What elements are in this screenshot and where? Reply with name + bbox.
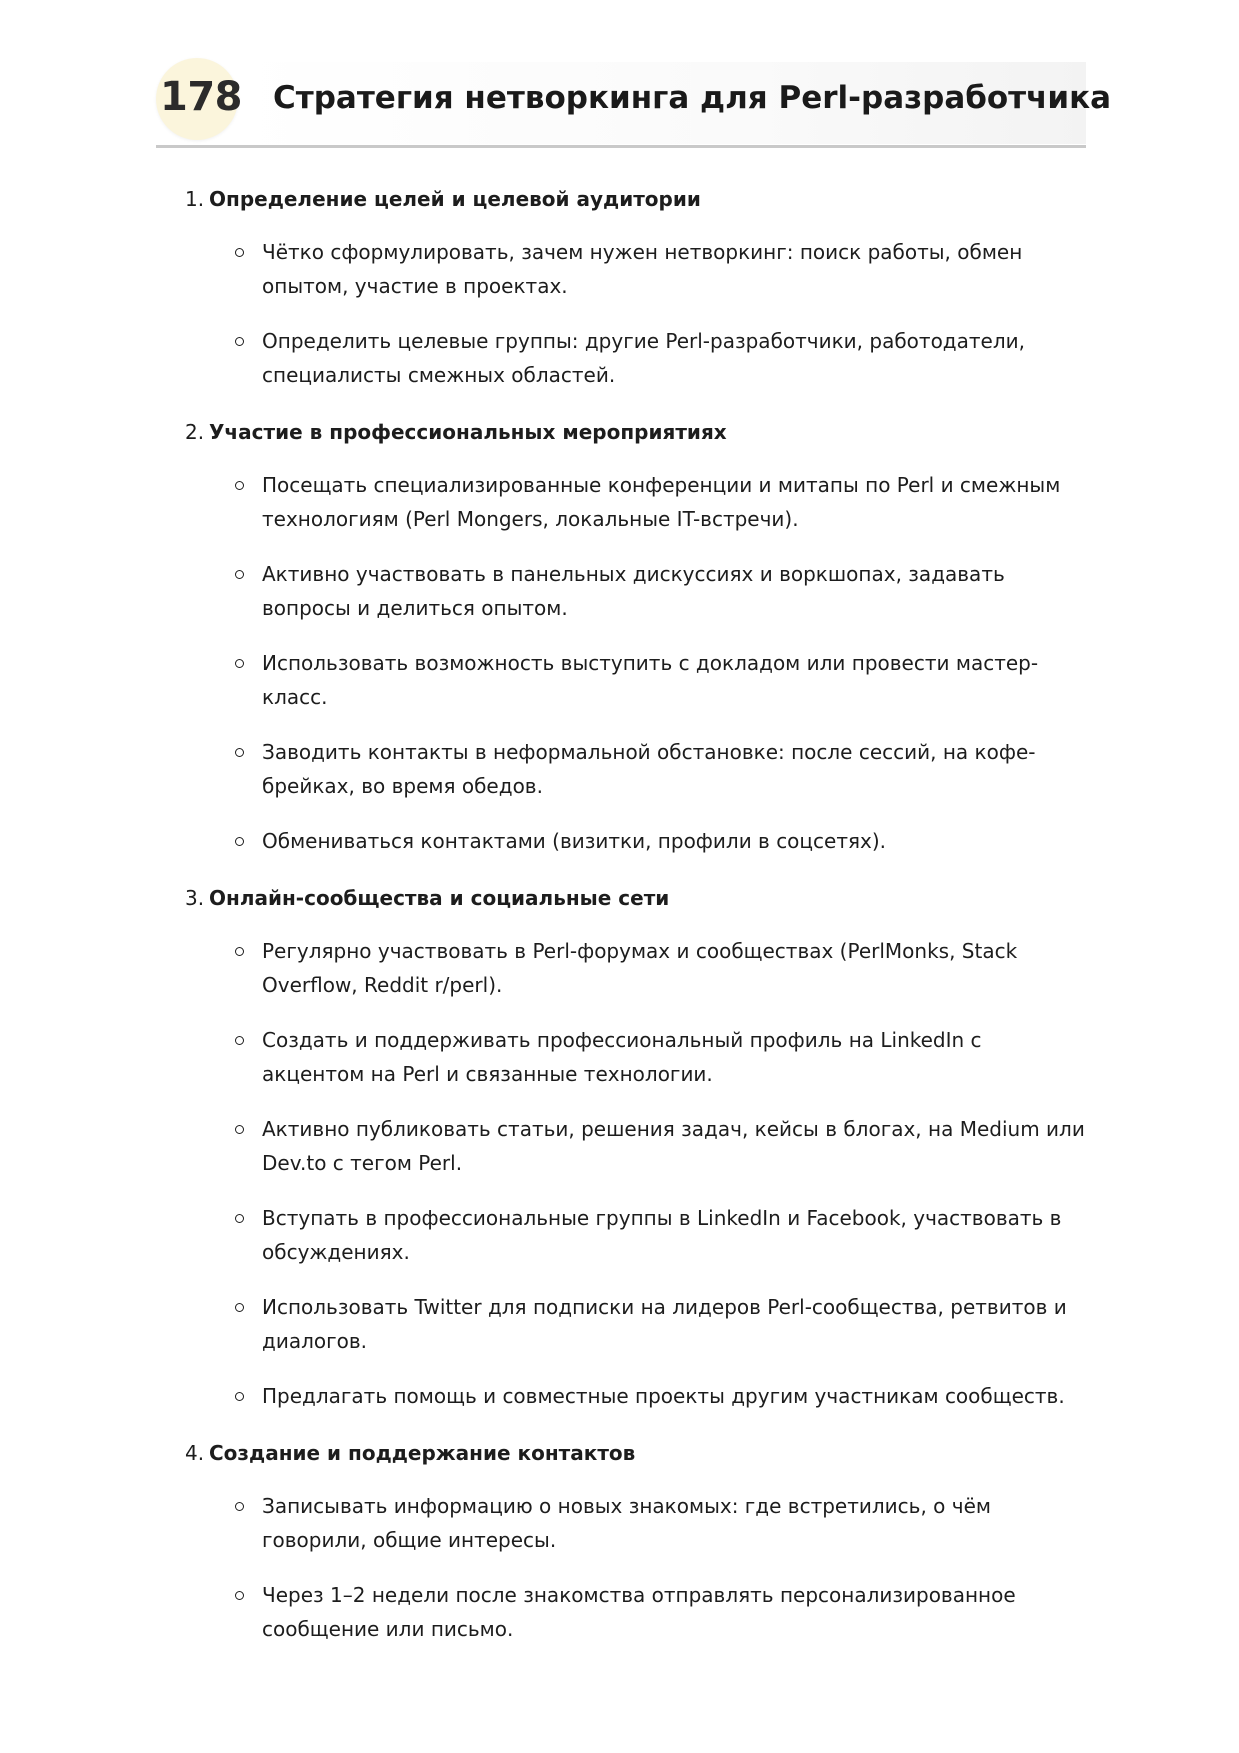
hollow-circle-bullet-icon bbox=[235, 1214, 244, 1223]
list-item-text: Использовать возможность выступить с докладом или провести мастер-класс. bbox=[262, 651, 1039, 709]
hollow-circle-bullet-icon bbox=[235, 947, 244, 956]
list-item bbox=[235, 557, 1090, 625]
bullet-list bbox=[185, 468, 1090, 858]
section-goals bbox=[185, 180, 1090, 392]
list-item-text: Предлагать помощь и совместные проекты другим участникам сообществ. bbox=[262, 1384, 1065, 1408]
section-number: 4. bbox=[185, 1441, 205, 1465]
page-title: Стратегия нетворкинга для Perl-разработчика bbox=[273, 80, 1112, 116]
list-item-text: Заводить контакты в неформальной обстановке: после сессий, на кофе-брейках, во время обедов. bbox=[262, 740, 1036, 798]
list-item bbox=[235, 1112, 1090, 1180]
hollow-circle-bullet-icon bbox=[235, 659, 244, 668]
hollow-circle-bullet-icon bbox=[235, 1036, 244, 1045]
page-number: 178 bbox=[160, 74, 242, 120]
document-content bbox=[185, 180, 1090, 1667]
section-title: Создание и поддержание контактов bbox=[209, 1441, 636, 1465]
list-item-text: Посещать специализированные конференции и митапы по Perl и смежным технологиям (Perl Mongers, локальные IT-встречи). bbox=[262, 473, 1061, 531]
hollow-circle-bullet-icon bbox=[235, 1502, 244, 1511]
section-heading bbox=[185, 180, 1090, 218]
list-item bbox=[235, 1290, 1090, 1358]
bullet-list bbox=[185, 1489, 1090, 1646]
section-number: 1. bbox=[185, 187, 205, 211]
section-number: 3. bbox=[185, 886, 205, 910]
list-item-text: Вступать в профессиональные группы в LinkedIn и Facebook, участвовать в обсуждениях. bbox=[262, 1206, 1062, 1264]
list-item bbox=[235, 1201, 1090, 1269]
list-item bbox=[235, 1489, 1090, 1557]
list-item bbox=[235, 468, 1090, 536]
hollow-circle-bullet-icon bbox=[235, 1303, 244, 1312]
hollow-circle-bullet-icon bbox=[235, 837, 244, 846]
list-item-text: Обмениваться контактами (визитки, профили в соцсетях). bbox=[262, 829, 887, 853]
hollow-circle-bullet-icon bbox=[235, 248, 244, 257]
list-item-text: Определить целевые группы: другие Perl-разработчики, работодатели, специалисты смежных областей. bbox=[262, 329, 1025, 387]
section-heading bbox=[185, 879, 1090, 917]
section-online-communities bbox=[185, 879, 1090, 1413]
list-item-text: Записывать информацию о новых знакомых: где встретились, о чём говорили, общие интересы. bbox=[262, 1494, 991, 1552]
list-item-text: Через 1–2 недели после знакомства отправлять персонализированное сообщение или письмо. bbox=[262, 1583, 1016, 1641]
list-item bbox=[235, 235, 1090, 303]
list-item bbox=[235, 646, 1090, 714]
list-item-text: Активно публиковать статьи, решения задач, кейсы в блогах, на Medium или Dev.to с тегом Perl. bbox=[262, 1117, 1085, 1175]
list-item-text: Использовать Twitter для подписки на лидеров Perl-сообщества, ретвитов и диалогов. bbox=[262, 1295, 1067, 1353]
list-item-text: Регулярно участвовать в Perl-форумах и сообществах (PerlMonks, Stack Overflow, Reddit r/perl). bbox=[262, 939, 1018, 997]
list-item-text: Создать и поддерживать профессиональный профиль на LinkedIn с акцентом на Perl и связанные технологии. bbox=[262, 1028, 982, 1086]
section-title: Определение целей и целевой аудитории bbox=[209, 187, 701, 211]
list-item bbox=[235, 324, 1090, 392]
hollow-circle-bullet-icon bbox=[235, 1591, 244, 1600]
hollow-circle-bullet-icon bbox=[235, 1125, 244, 1134]
section-events bbox=[185, 413, 1090, 858]
section-contacts bbox=[185, 1434, 1090, 1646]
hollow-circle-bullet-icon bbox=[235, 748, 244, 757]
list-item bbox=[235, 1578, 1090, 1646]
header-divider bbox=[156, 145, 1086, 148]
list-item-text: Чётко сформулировать, зачем нужен нетворкинг: поиск работы, обмен опытом, участие в проектах. bbox=[262, 240, 1023, 298]
list-item bbox=[235, 735, 1090, 803]
list-item-text: Активно участвовать в панельных дискуссиях и воркшопах, задавать вопросы и делиться опытом. bbox=[262, 562, 1005, 620]
hollow-circle-bullet-icon bbox=[235, 337, 244, 346]
section-heading bbox=[185, 413, 1090, 451]
hollow-circle-bullet-icon bbox=[235, 1392, 244, 1401]
hollow-circle-bullet-icon bbox=[235, 481, 244, 490]
hollow-circle-bullet-icon bbox=[235, 570, 244, 579]
bullet-list bbox=[185, 235, 1090, 392]
list-item bbox=[235, 1023, 1090, 1091]
list-item bbox=[235, 824, 1090, 858]
page-header bbox=[156, 54, 1112, 148]
bullet-list bbox=[185, 934, 1090, 1413]
section-heading bbox=[185, 1434, 1090, 1472]
section-title: Участие в профессиональных мероприятиях bbox=[209, 420, 727, 444]
section-title: Онлайн-сообщества и социальные сети bbox=[209, 886, 670, 910]
list-item bbox=[235, 1379, 1090, 1413]
section-number: 2. bbox=[185, 420, 205, 444]
list-item bbox=[235, 934, 1090, 1002]
